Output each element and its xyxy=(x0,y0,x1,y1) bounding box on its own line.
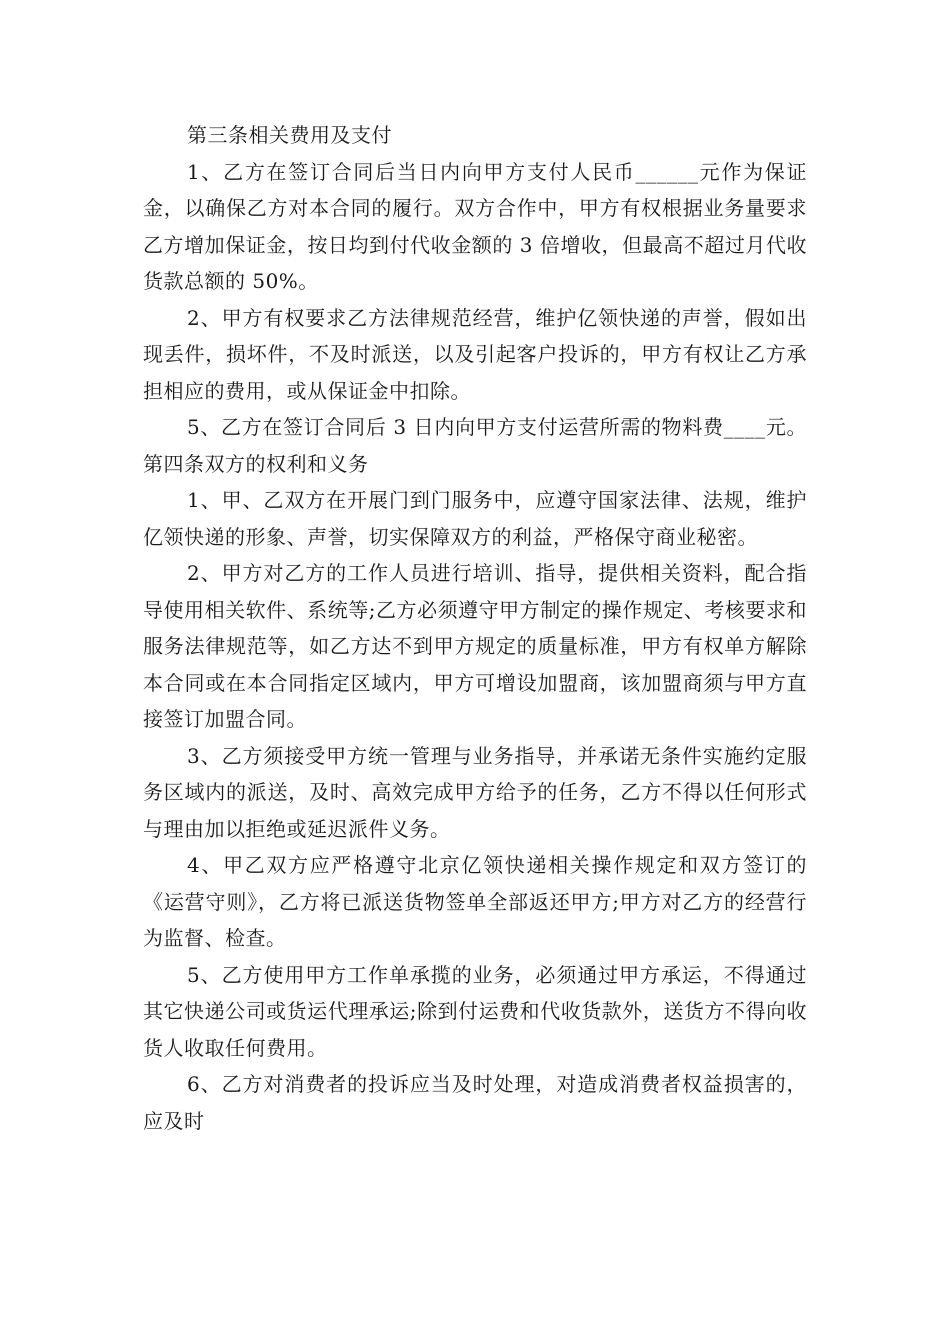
paragraph-8: 5、乙方使用甲方工作单承揽的业务，必须通过甲方承运，不得通过其它快递公司或货运代理承运;除到付运费和代收货款外，送货方不得向收货人收取任何费用。 xyxy=(143,962,807,1060)
paragraph-7: 4、甲乙双方应严格遵守北京亿领快递相关操作规定和双方签订的《运营守则》，乙方将已派送货物签单全部返还甲方;甲方对乙方的经营行为监督、检查。 xyxy=(143,853,807,950)
paragraph-4: 1、甲、乙双方在开展门到门服务中，应遵守国家法律、法规，维护亿领快递的形象、声誉，切实保障双方的利益，严格保守商业秘密。 xyxy=(143,488,807,549)
section-3-title: 第三条相关费用及支付 xyxy=(187,123,392,147)
document-body xyxy=(143,117,807,1139)
paragraph-2: 2、甲方有权要求乙方法律规范经营，维护亿领快递的声誉，假如出现丢件，损坏件，不及时派送，以及引起客户投诉的，甲方有权让乙方承担相应的费用，或从保证金中扣除。 xyxy=(143,305,807,403)
paragraph-5: 2、甲方对乙方的工作人员进行培训、指导，提供相关资料，配合指导使用相关软件、系统等;乙方必须遵守甲方制定的操作规定、考核要求和服务法律规范等，如乙方达不到甲方规定的质量标准，甲方有权单方解除本合同或在本合同指定区域内，甲方可增设加盟商，该加盟商须与甲方直接签订加盟合同。 xyxy=(143,561,807,731)
paragraph-1: 1、乙方在签订合同后当日内向甲方支付人民币______元作为保证金，以确保乙方对本合同的履行。双方合作中，甲方有权根据业务量要求乙方增加保证金，按日均到付代收金额的 3 倍增收，但最高不超过月代收货款总额的 50%。 xyxy=(143,159,807,293)
paragraph-6: 3、乙方须接受甲方统一管理与业务指导，并承诺无条件实施约定服务区域内的派送，及时、高效完成甲方给予的任务，乙方不得以任何形式与理由加以拒绝或延迟派件义务。 xyxy=(143,743,807,841)
paragraph-3: 5、乙方在签订合同后 3 日内向甲方支付运营所需的物料费____元。第四条双方的权利和义务 xyxy=(143,415,807,476)
paragraph-9: 6、乙方对消费者的投诉应当及时处理，对造成消费者权益损害的，应及时 xyxy=(143,1072,807,1133)
